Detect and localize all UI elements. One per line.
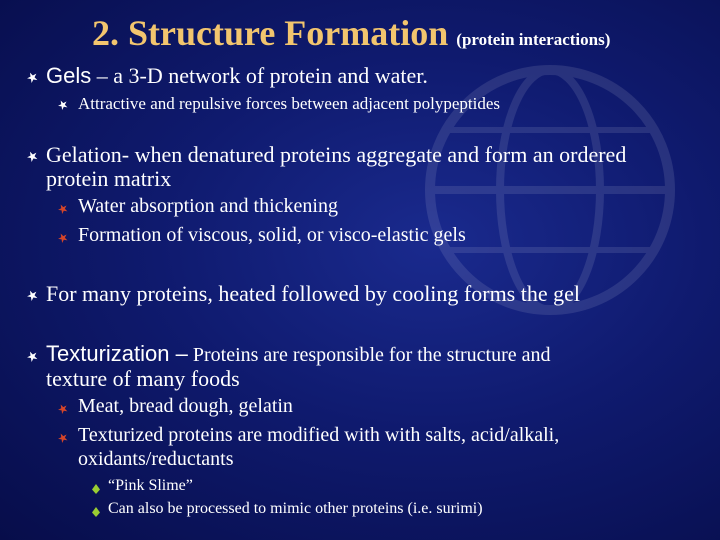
bullet-diamond-icon <box>92 484 100 494</box>
bullet-star-icon <box>56 98 70 112</box>
slide-title-sub: (protein interactions) <box>456 30 611 49</box>
bullet-star-icon <box>25 70 41 86</box>
heated-bullet: For many proteins, heated followed by cooling forms the gel <box>46 281 580 306</box>
texturization-bullet-line1 <box>46 341 551 367</box>
gelation-sub-bullet-2: Formation of viscous, solid, or visco-elastic gels <box>78 224 466 246</box>
gels-sub-bullet: Attractive and repulsive forces between adjacent polypeptides <box>78 94 500 113</box>
texturization-subsub-bullet-2: Can also be processed to mimic other proteins (i.e. surimi) <box>108 500 483 517</box>
gelation-sub-bullet-1: Water absorption and thickening <box>78 195 338 217</box>
bullet-star-icon <box>25 149 41 165</box>
texturization-subsub-bullet-1: “Pink Slime” <box>108 477 193 494</box>
texturization-sub-bullet-2-line2: oxidants/reductants <box>78 448 234 470</box>
gelation-bullet-line1: Gelation- when denatured proteins aggregate and form an ordered <box>46 142 627 167</box>
texturization-bullet-line2: texture of many foods <box>46 366 240 391</box>
bullet-star-icon <box>25 349 41 365</box>
bullet-star-icon <box>56 231 70 245</box>
gels-bullet <box>46 63 428 89</box>
gels-term: Gels <box>46 63 92 88</box>
bullet-star-icon <box>25 288 41 304</box>
texturization-sub-bullet-1: Meat, bread dough, gelatin <box>78 395 293 417</box>
slide-title-main: 2. Structure Formation <box>92 13 449 53</box>
texturization-definition: Proteins are responsible for the structure and <box>187 344 551 366</box>
texturization-term: Texturization – <box>46 341 188 366</box>
gelation-bullet-line2: protein matrix <box>46 166 172 191</box>
gels-definition: – a 3-D network of protein and water. <box>91 63 428 88</box>
bullet-star-icon <box>56 402 70 416</box>
bullet-diamond-icon <box>92 507 100 517</box>
bullet-star-icon <box>56 431 70 445</box>
slide-title <box>92 12 610 54</box>
bullet-star-icon <box>56 202 70 216</box>
texturization-sub-bullet-2-line1: Texturized proteins are modified with with salts, acid/alkali, <box>78 424 560 446</box>
